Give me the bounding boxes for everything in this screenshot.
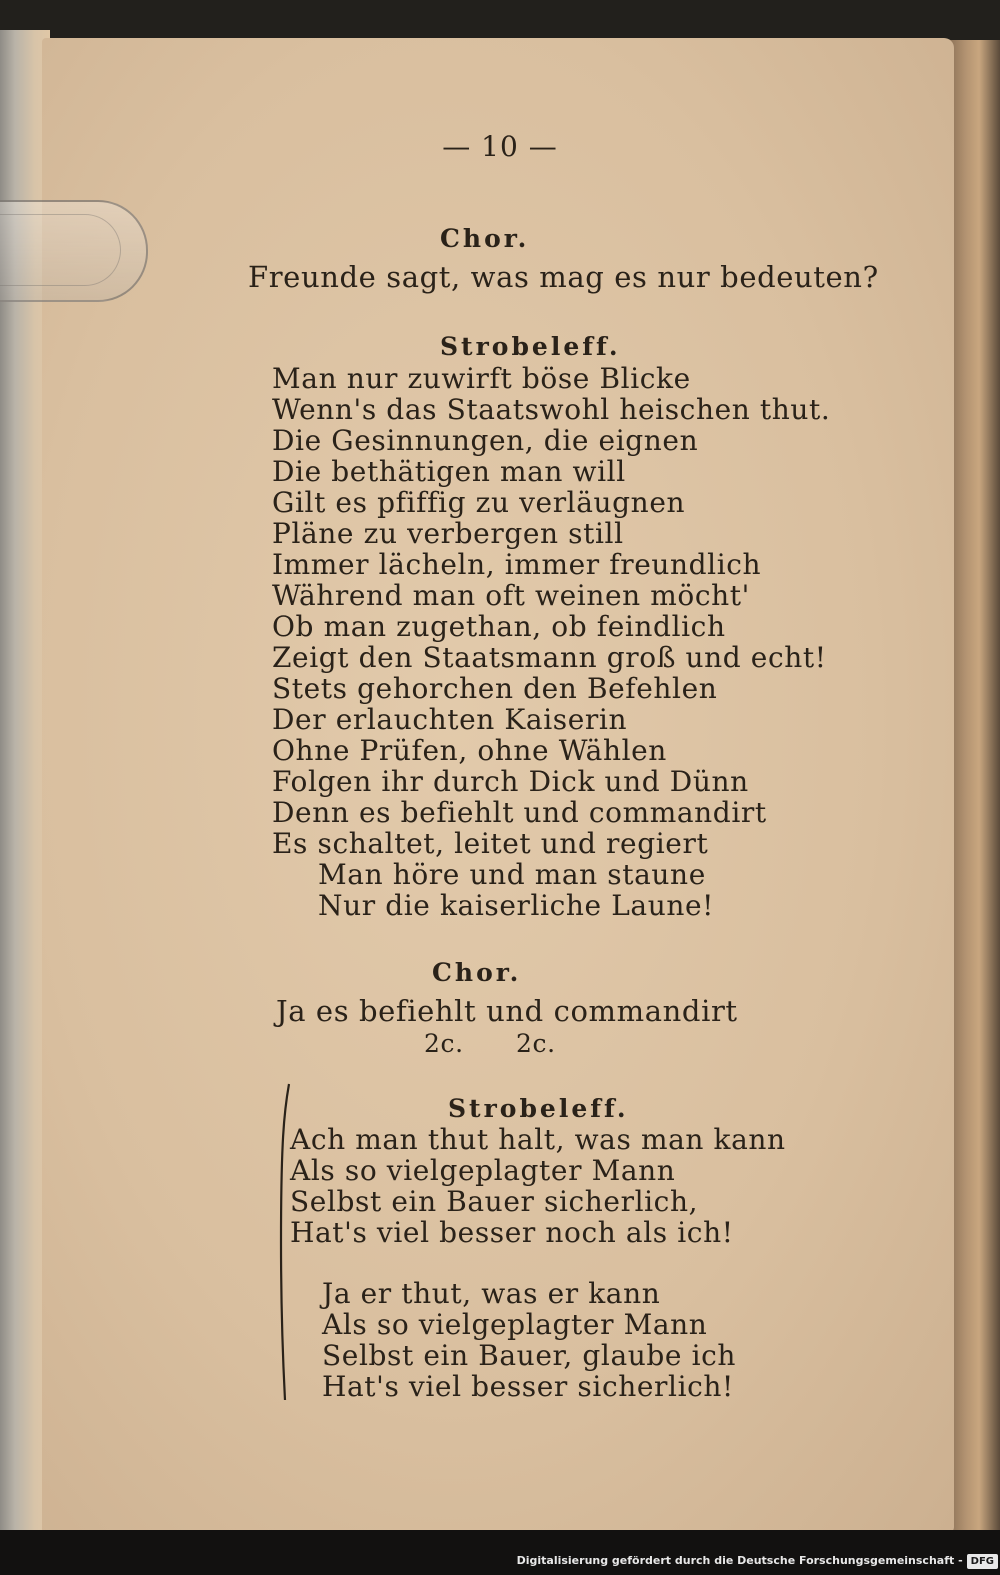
chor-line: Freunde sagt, was mag es nur bedeuten? [248, 260, 879, 294]
verse-line: Wenn's das Staatswohl heischen thut. [272, 393, 831, 426]
verse-line: Die Gesinnungen, die eignen [272, 424, 699, 457]
page-number: — 10 — [442, 130, 558, 163]
book-cover-right-edge [948, 40, 1000, 1535]
verse-line: Ob man zugethan, ob feindlich [272, 610, 726, 643]
verse-line: Nur die kaiserliche Laune! [318, 889, 714, 922]
chor-line: Ja es befiehlt und commandirt [276, 994, 738, 1028]
verse-line: Hat's viel besser noch als ich! [290, 1216, 734, 1249]
verse-line: Man höre und man staune [318, 858, 706, 891]
speaker-heading-chor: Chor. [432, 958, 522, 987]
verse-line: Man nur zuwirft böse Blicke [272, 362, 691, 395]
strobeleff-stanza-2 [322, 1278, 736, 1402]
verse-line: Denn es befiehlt und commandirt [272, 796, 767, 829]
verse-line: Immer lächeln, immer freundlich [272, 548, 762, 581]
speaker-heading-chor: Chor. [440, 224, 530, 253]
verse-line: Ja er thut, was er kann [322, 1277, 661, 1310]
verse-line: Gilt es pfiffig zu verläugnen [272, 486, 686, 519]
paper-clip [0, 200, 148, 302]
verse-line: Ach man thut halt, was man kann [290, 1123, 786, 1156]
etcetera-mark: 2c. [516, 1029, 556, 1058]
dfg-logo: DFG [967, 1554, 998, 1569]
strobeleff-indented-verse-list [318, 859, 714, 921]
verse-line: Pläne zu verbergen still [272, 517, 624, 550]
verse-line: Die bethätigen man will [272, 455, 626, 488]
verse-line: Während man oft weinen möcht' [272, 579, 750, 612]
speaker-heading-strobeleff: Strobeleff. [448, 1094, 629, 1123]
verse-line: Der erlauchten Kaiserin [272, 703, 628, 736]
verse-line: Stets gehorchen den Befehlen [272, 672, 718, 705]
verse-line: Als so vielgeplagter Mann [290, 1154, 676, 1187]
verse-line: Ohne Prüfen, ohne Wählen [272, 734, 667, 767]
paper-clip-inner-loop [0, 214, 121, 286]
etcetera-mark: 2c. [424, 1029, 464, 1058]
verse-line: Es schaltet, leitet und regiert [272, 827, 709, 860]
verse-line: Hat's viel besser sicherlich! [322, 1370, 734, 1403]
speaker-heading-strobeleff: Strobeleff. [440, 332, 621, 361]
verse-line: Selbst ein Bauer, glaube ich [322, 1339, 737, 1372]
verse-line: Selbst ein Bauer sicherlich, [290, 1185, 699, 1218]
strobeleff-stanza-1 [290, 1124, 786, 1248]
digitization-credit [0, 1550, 998, 1572]
strobeleff-verse-list [272, 363, 830, 859]
verse-line: Zeigt den Staatsmann groß und echt! [272, 641, 827, 674]
verse-line: Folgen ihr durch Dick und Dünn [272, 765, 749, 798]
digitization-credit-text: Digitalisierung gefördert durch die Deutsche Forschungsgemeinschaft - [516, 1554, 963, 1567]
verse-line: Als so vielgeplagter Mann [322, 1308, 708, 1341]
